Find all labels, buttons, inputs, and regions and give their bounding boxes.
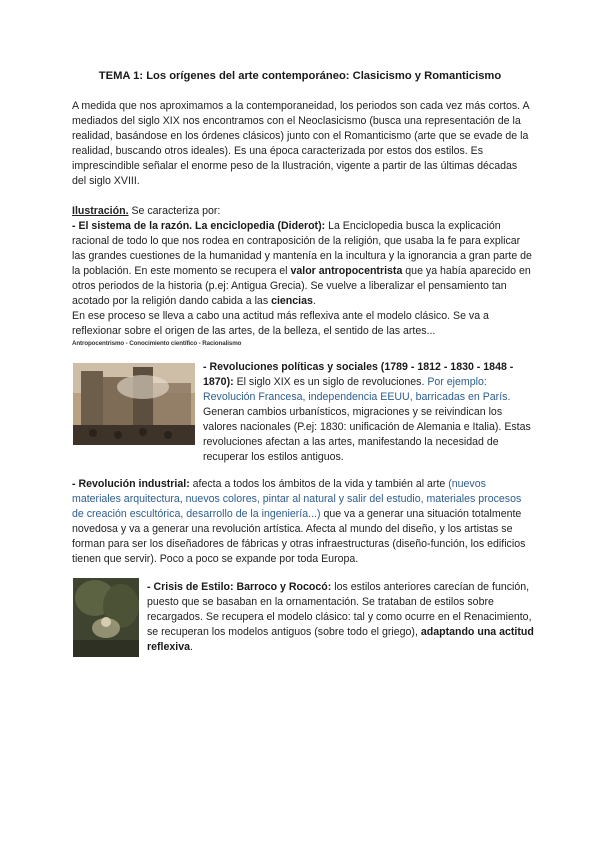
ilustracion-heading: Ilustración. [72,205,129,217]
revoluciones-text-1: El siglo XIX es un siglo de revoluciones. [233,376,428,388]
keywords-line: Antropocentrismo - Conocimiento científico - Racionalismo [72,340,242,347]
ilustracion-heading-rest: Se caracteriza por: [128,205,221,217]
rococo-painting-illustration [73,578,139,657]
industrial-text-1: afecta a todos los ámbitos de la vida y también al arte [189,478,449,490]
razon-title: - El sistema de la razón. La enciclopedia (Diderot): [72,220,326,232]
bastille-painting-image [73,363,195,445]
crisis-section [147,580,535,655]
rococo-painting-image [73,578,139,657]
bastille-painting-illustration [73,363,195,445]
revoluciones-section [203,360,535,465]
razon-text-2: que ya había aparecido en otros periodos de la historia (p.ej: Antigua Grecia). Se vuelve a liberalizar el pensamiento tan acotado por la religión dando cabida a las [72,265,531,307]
ciencias-term: ciencias [271,295,313,307]
intro-paragraph: A medida que nos aproximamos a la contemporaneidad, los periodos son cada vez más cortos. A mediados del siglo XIX nos encontramos con el Neoclasicismo (busca una representación de la realidad, basándose en los órdenes clásicos) junto con el Romanticismo (arte que se evade de la realidad, buscando otros ideales). Es una época caracterizada por estos dos estilos. Es imprescindible señalar el enorme peso de la Ilustración, vigente a partir de las últimas décadas del siglo XVIII. [72,100,529,187]
page-title: TEMA 1: Los orígenes del arte contemporáneo: Clasicismo y Romanticismo [98,70,502,82]
crisis-text-1: los estilos anteriores carecían de función, puesto que se basaban en la ornamentación. Se trataban de estilos sobre recargados. Se recupera el modelo clásico: tal y como ocurre en el Renacimiento, se recuperan los modelos antiguos (sobre todo el griego), [147,581,532,638]
industrial-title: - Revolución industrial: [72,478,190,490]
crisis-text-2: . [190,641,193,653]
industrial-examples: (nuevos materiales arquitectura, nuevos colores, pintar al natural y salir del estudio, materiales procesos de creación escultórica, desarrollo de la ingeniería...) [72,478,522,520]
antropocentrista-term: valor antropocentrista [290,265,403,277]
industrial-text-2: que va a generar una situación totalmente novedosa y va a generar una revolución artística. Afecta al mundo del diseño, y los artistas se forman para ser los diseñadores de fábricas y otras infraestructuras (diseño-función, los edificios tienen que servir). Poco a poco se expande por toda Europa. [72,508,526,565]
revoluciones-title: - Revoluciones políticas y sociales (1789 - 1812 - 1830 - 1848 - 1870): [203,361,514,388]
crisis-title: - Crisis de Estilo: Barroco y Rococó: [147,581,332,593]
ilustracion-section [72,204,534,349]
actitud-reflexiva-term: adaptando una actitud reflexiva [147,626,534,653]
razon-text-3: . [312,295,316,307]
revoluciones-text-2: Generan cambios urbanísticos, migraciones y se reivindican los valores nacionales (P.ej: 1830: unificación de Alemania e Italia). Estas revoluciones afectan a las artes, manifestando la necesidad de recuperar los estilos antiguos. [203,406,531,463]
revoluciones-example: Por ejemplo: Revolución Francesa, independencia EEUU, barricadas en París. [203,376,511,403]
razon-text-4: En ese proceso se lleva a cabo una actitud más reflexiva ante el modelo clásico. Se va a reflexionar sobre el origen de las artes, de la belleza, el sentido de las artes... [72,310,489,337]
industrial-section [72,477,534,567]
razon-text-1: La Enciclopedia busca la explicación racional de todo lo que nos rodea en contraposición de la religión, que usaba la fe para explicar las grandes cuestiones de la humanidad y mantenía en la incultura y la ignorancia a gran parte de la población. En este momento se recupera el [72,220,532,277]
